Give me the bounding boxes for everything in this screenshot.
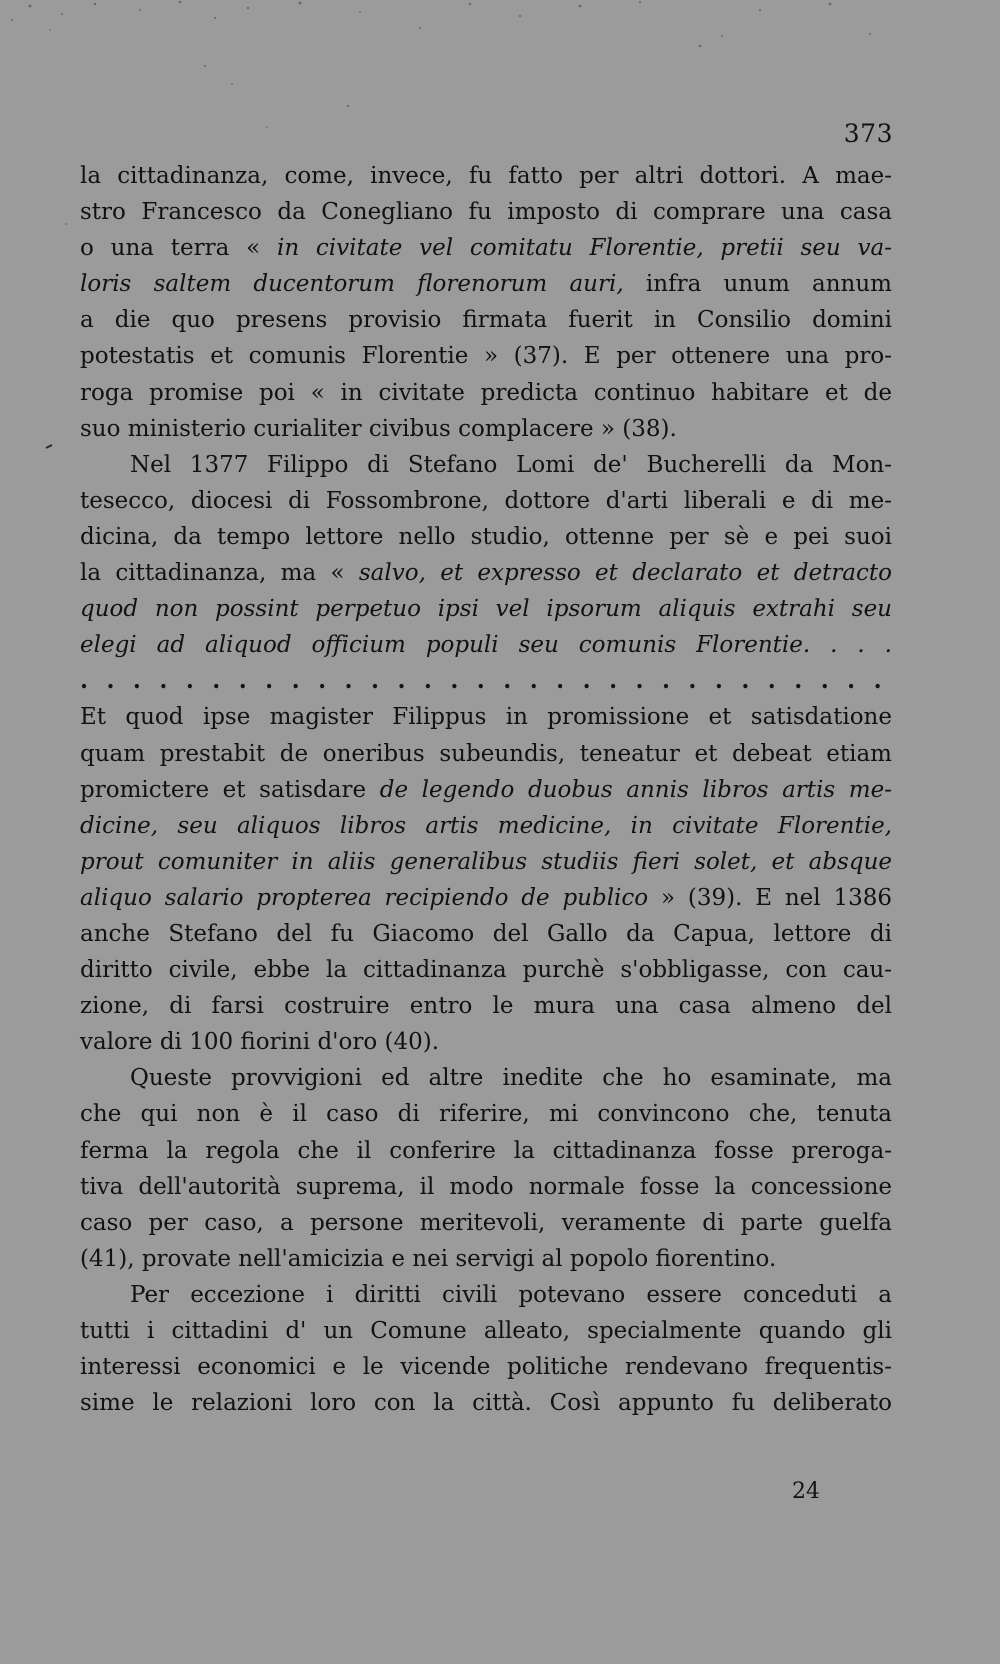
text-segment: potestatis et comunis Florentie » (37). E per ottenere una pro- (80, 343, 892, 370)
text-segment: o una terra « (80, 235, 277, 262)
text-segment: interessi economici e le vicende politiche rendevano frequentis- (80, 1354, 892, 1381)
text-segment: quam prestabit de oneribus subeundis, teneatur et debeat etiam (80, 740, 892, 767)
text-line (80, 736, 892, 772)
italic-quote-segment: quod non possint perpetuo ipsi vel ipsorum aliquis extrahi seu (80, 596, 892, 623)
text-line (80, 1024, 892, 1060)
text-line (80, 302, 892, 338)
text-line (80, 916, 892, 952)
text-segment: che qui non è il caso di riferire, mi convincono che, tenuta (80, 1101, 892, 1128)
text-line (80, 230, 892, 266)
text-segment: tutti i cittadini d' un Comune alleato, specialmente quando gli (80, 1318, 892, 1344)
text-line (80, 988, 892, 1024)
text-segment: caso per caso, a persone meritevoli, veramente di parte guelfa (80, 1209, 892, 1236)
text-line (80, 1205, 892, 1241)
text-segment: » (39). E nel 1386 (648, 884, 892, 911)
text-line (80, 1385, 892, 1421)
text-segment: (41), provate nell'amicizia e nei servigi al popolo fiorentino. (80, 1245, 777, 1272)
paragraph (80, 663, 892, 1060)
italic-quote-segment: loris saltem ducentorum florenorum auri, (80, 271, 646, 298)
text-segment: infra unum annum (645, 271, 892, 298)
text-line (80, 447, 892, 483)
body-text (80, 158, 892, 1421)
text-line (80, 627, 892, 663)
text-line (80, 158, 892, 194)
text-segment: stro Francesco da Conegliano fu imposto di comprare una casa (80, 199, 892, 226)
text-segment: roga promise poi « in civitate predicta continuo habitare et de (80, 379, 892, 406)
italic-quote-segment: in civitate vel comitatu Florentie, pretii seu va- (276, 235, 892, 262)
text-line (80, 844, 892, 880)
italic-quote-segment: salvo, et expresso et declarato et detracto (358, 560, 892, 587)
italic-quote-segment: elegi ad aliquod officium populi seu comunis Florentie. . . . (80, 632, 892, 659)
text-segment: promictere et satisdare (80, 776, 380, 803)
text-line (80, 266, 892, 302)
text-segment: suo ministerio curialiter civibus complacere » (38). (80, 415, 677, 442)
italic-quote-segment: de legendo duobus annis libros artis me- (379, 776, 892, 803)
text-line (80, 808, 892, 844)
text-segment: ferma la regola che il conferire la cittadinanza fosse preroga- (80, 1137, 892, 1164)
text-line (80, 952, 892, 988)
paragraph (80, 158, 892, 447)
text-segment: a die quo presens provisio firmata fuerit in Consilio domini (80, 307, 892, 334)
text-segment: anche Stefano del fu Giacomo del Gallo da Capua, lettore di (80, 920, 892, 947)
text-line (80, 699, 892, 735)
text-line (80, 338, 892, 374)
text-line (80, 1241, 892, 1277)
text-line (80, 375, 892, 411)
text-segment: la cittadinanza, come, invece, fu fatto per altri dottori. A mae- (80, 163, 892, 189)
text-line (80, 1313, 892, 1349)
text-segment: Per eccezione i diritti civili potevano essere conceduti a (130, 1281, 892, 1308)
italic-quote-segment: aliquo salario propterea recipiendo de publico (80, 884, 649, 911)
text-segment: zione, di farsi costruire entro le mura una casa almeno del (80, 993, 892, 1020)
text-line (80, 194, 892, 230)
page-number: 373 (843, 119, 893, 148)
italic-quote-segment: prout comuniter in aliis generalibus studiis fieri solet, et absque (80, 848, 892, 875)
text-line (80, 1277, 892, 1313)
text-segment: diritto civile, ebbe la cittadinanza purchè s'obbligasse, con cau- (80, 957, 892, 984)
paragraph (80, 447, 892, 664)
text-segment: valore di 100 fiorini d'oro (40). (80, 1029, 440, 1056)
text-line (80, 1096, 892, 1132)
text-line (80, 483, 892, 519)
text-segment: tiva dell'autorità suprema, il modo normale fosse la concessione (80, 1173, 892, 1200)
text-line (80, 411, 892, 447)
text-segment: tesecco, diocesi di Fossombrone, dottore d'arti liberali e di me- (80, 487, 892, 514)
omission-dots: . . . . . . . . . . . . . . . . . . . . . . . . . . . . . . . (80, 667, 882, 695)
text-line (80, 555, 892, 591)
text-line (80, 1349, 892, 1385)
text-segment: Et quod ipse magister Filippus in promissione et satisdatione (80, 704, 892, 731)
text-segment: la cittadinanza, ma « (80, 560, 359, 587)
text-line (80, 1060, 892, 1096)
text-segment: dicina, da tempo lettore nello studio, ottenne per sè e pei suoi (80, 523, 892, 550)
italic-quote-segment: dicine, seu aliquos libros artis medicine, in civitate Florentie, (80, 812, 892, 839)
text-line (80, 591, 892, 627)
text-line (80, 519, 892, 555)
printer-signature-mark: 24 (792, 1479, 820, 1504)
paragraph (80, 1277, 892, 1421)
text-segment: Queste provvigioni ed altre inedite che ho esaminate, ma (130, 1065, 892, 1092)
text-segment: sime le relazioni loro con la città. Così appunto fu deliberato (80, 1390, 892, 1417)
text-line (80, 1133, 892, 1169)
paragraph (80, 1060, 892, 1277)
text-line (80, 1169, 892, 1205)
text-line (80, 880, 892, 916)
text-segment: Nel 1377 Filippo di Stefano Lomi de' Bucherelli da Mon- (130, 451, 892, 478)
text-line (80, 772, 892, 808)
